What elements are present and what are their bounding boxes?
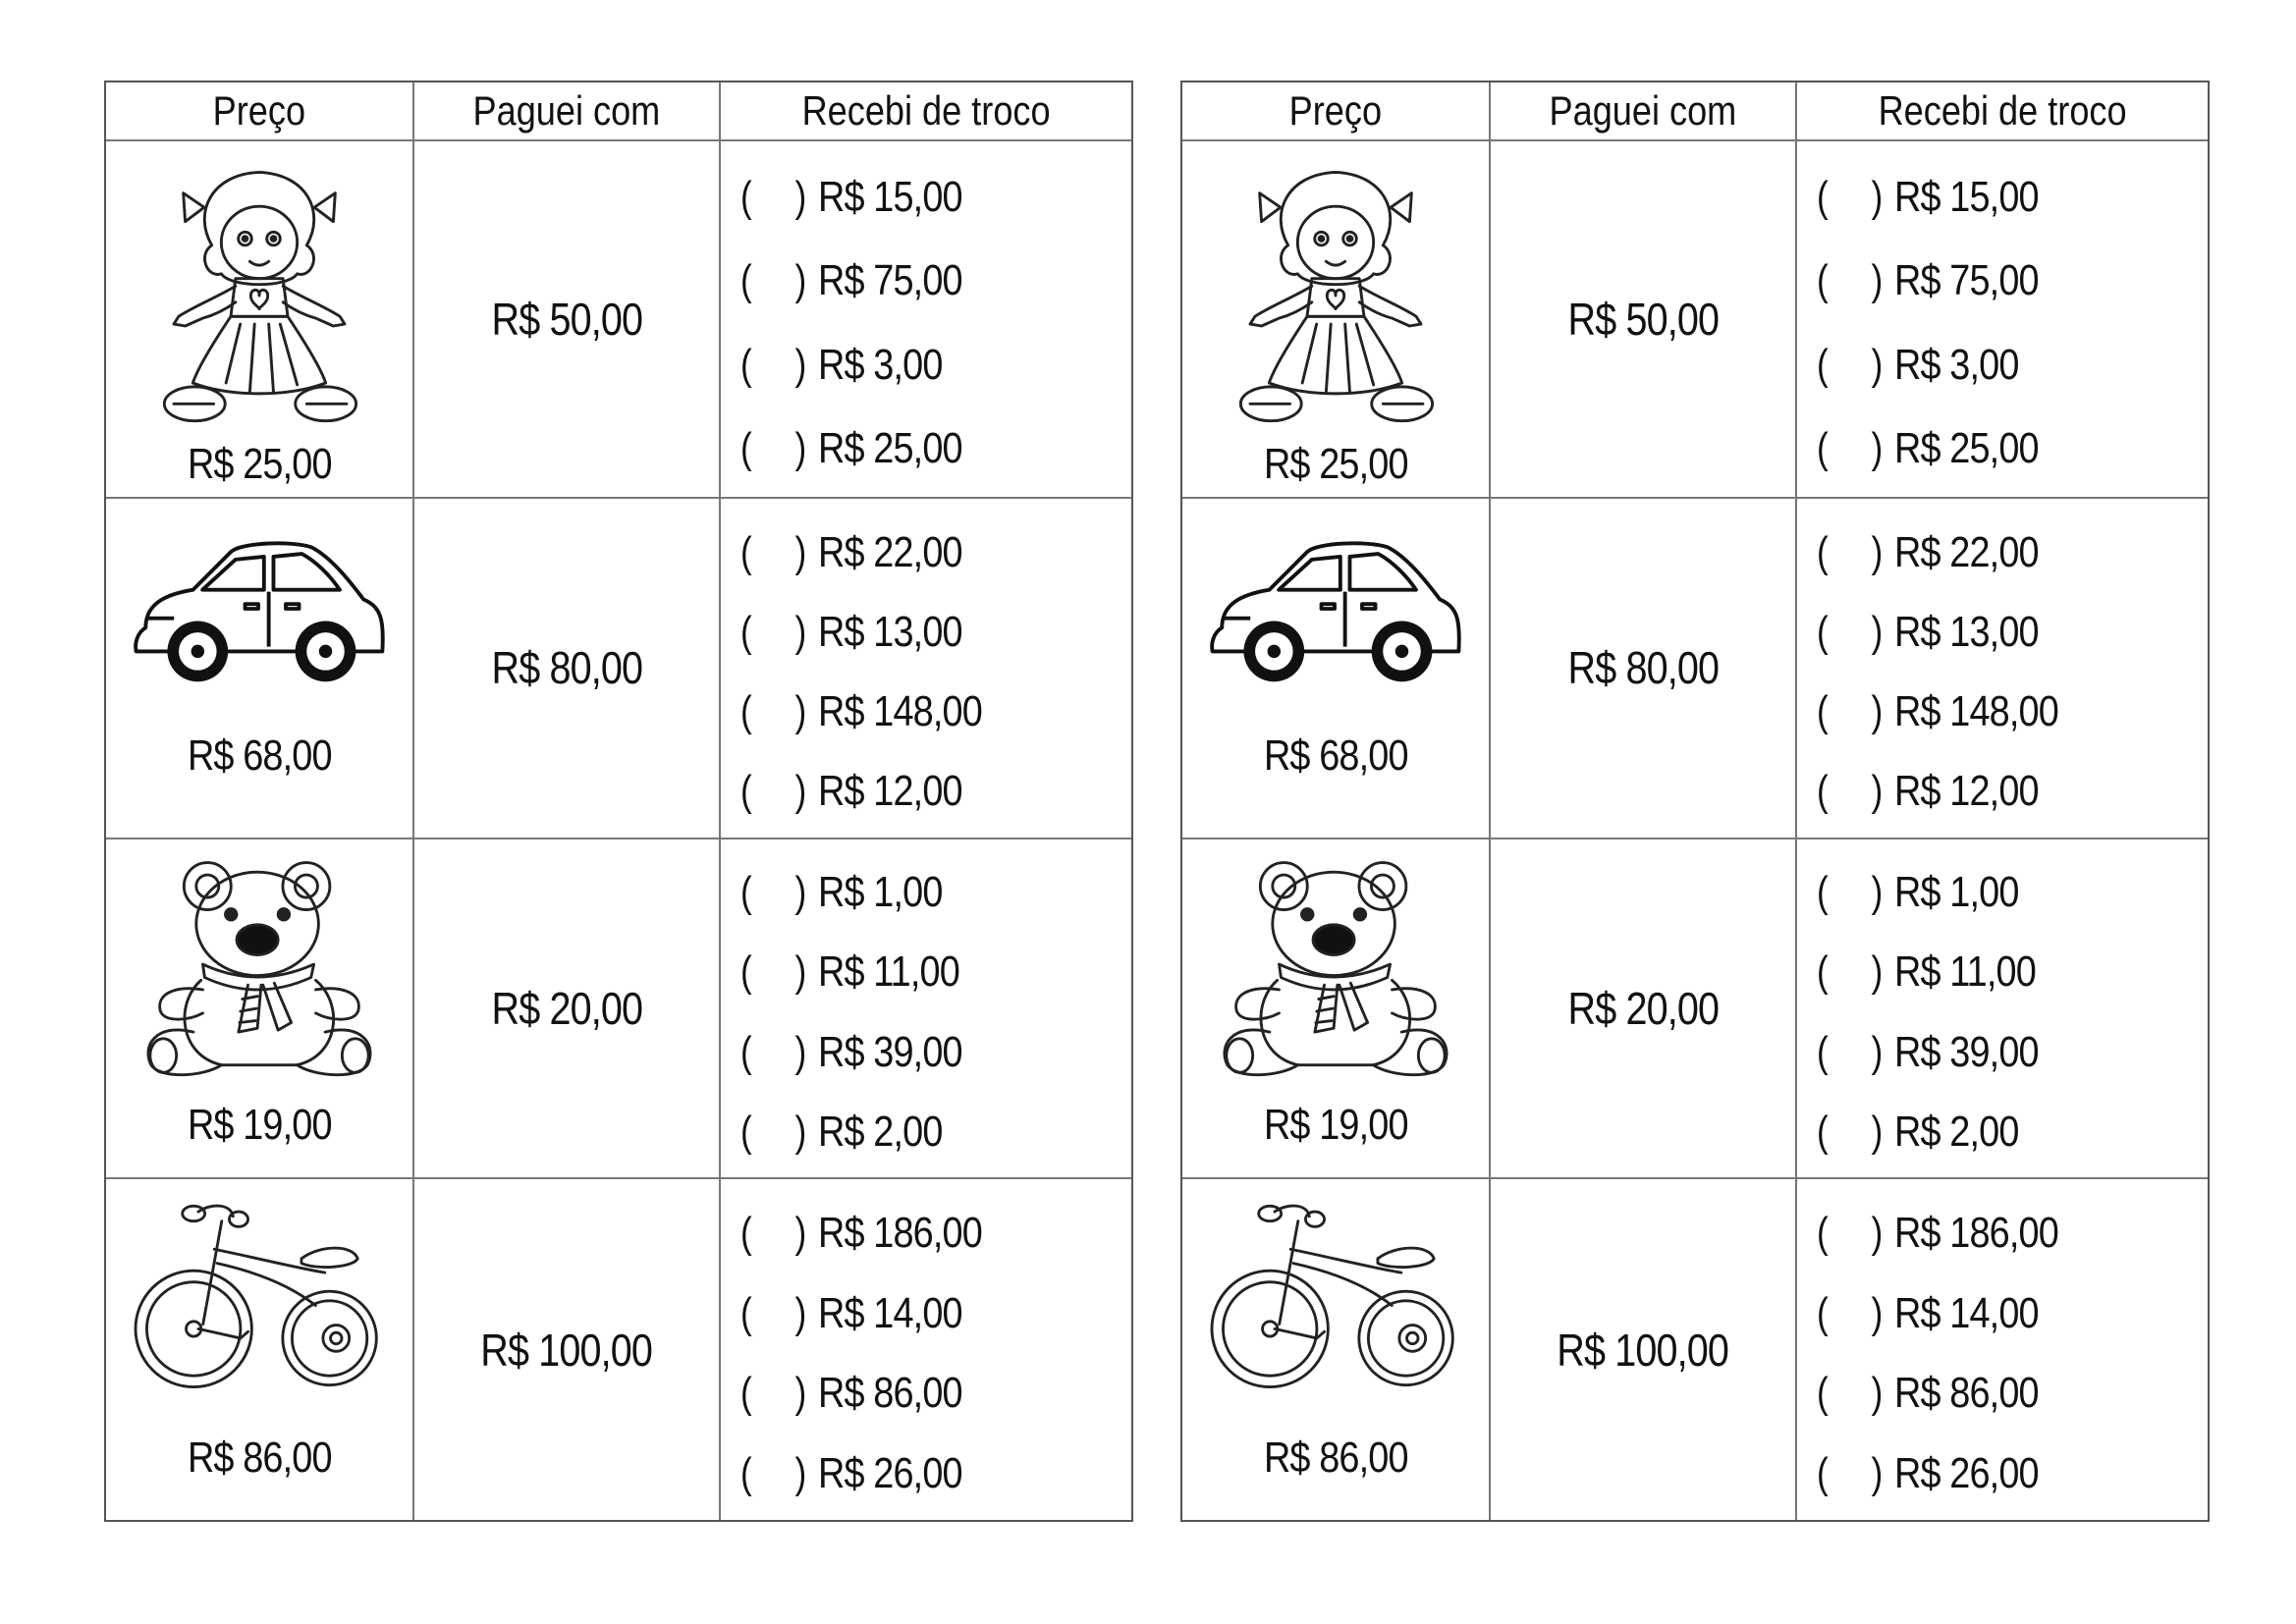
- change-option[interactable]: [735, 1018, 1131, 1087]
- change-option[interactable]: [1811, 938, 2208, 1006]
- option-value: R$ 12,00: [817, 767, 962, 816]
- price-label: R$ 86,00: [187, 1433, 332, 1482]
- change-option[interactable]: [1811, 1279, 2208, 1348]
- option-value: R$ 2,00: [817, 1107, 943, 1156]
- checkbox-open[interactable]: (: [740, 686, 752, 735]
- change-option[interactable]: [1811, 1098, 2208, 1166]
- change-option[interactable]: [735, 1359, 1131, 1428]
- checkbox-open[interactable]: (: [1817, 686, 1829, 735]
- checkbox-open[interactable]: (: [1817, 527, 1829, 576]
- checkbox-open[interactable]: (: [1817, 1288, 1829, 1337]
- checkbox-open[interactable]: (: [740, 1027, 752, 1076]
- header-change-label: Recebi de troco: [801, 87, 1051, 134]
- option-value: R$ 22,00: [817, 527, 962, 576]
- checkbox-close: ): [794, 340, 807, 389]
- change-option[interactable]: [735, 598, 1131, 667]
- change-option[interactable]: [1811, 1018, 2208, 1087]
- change-option[interactable]: [735, 938, 1131, 1006]
- checkbox-open[interactable]: (: [740, 607, 752, 656]
- checkbox-open[interactable]: (: [740, 424, 752, 473]
- change-option[interactable]: [735, 1279, 1131, 1348]
- paid-cell: [414, 1179, 721, 1520]
- checkbox-open[interactable]: (: [740, 172, 752, 221]
- change-option[interactable]: [1811, 163, 2208, 232]
- paid-label: R$ 80,00: [1567, 642, 1719, 694]
- checkbox-open[interactable]: (: [740, 1369, 752, 1418]
- checkbox-open[interactable]: (: [1817, 424, 1829, 473]
- checkbox-open[interactable]: (: [1817, 767, 1829, 816]
- teddy-bear-icon: [132, 853, 387, 1079]
- checkbox-close: ): [1871, 1288, 1884, 1337]
- checkbox-open[interactable]: (: [1817, 947, 1829, 997]
- change-option[interactable]: [735, 858, 1131, 927]
- checkbox-close: ): [1871, 1209, 1884, 1258]
- paid-label: R$ 20,00: [1567, 982, 1719, 1034]
- option-value: R$ 75,00: [817, 256, 962, 305]
- header-paid-label: Paguei com: [472, 87, 661, 134]
- checkbox-close: ): [794, 607, 807, 656]
- change-option[interactable]: [1811, 414, 2208, 483]
- checkbox-close: ): [1871, 424, 1884, 473]
- checkbox-close: ): [794, 767, 807, 816]
- option-value: R$ 13,00: [817, 607, 962, 656]
- checkbox-close: ): [1871, 1449, 1884, 1498]
- option-value: R$ 2,00: [1893, 1107, 2019, 1156]
- change-option[interactable]: [735, 1439, 1131, 1508]
- option-value: R$ 86,00: [1893, 1369, 2039, 1418]
- price-label: R$ 19,00: [187, 1101, 332, 1150]
- checkbox-open[interactable]: (: [1817, 868, 1829, 917]
- option-value: R$ 13,00: [1893, 607, 2039, 656]
- change-option[interactable]: [735, 331, 1131, 400]
- checkbox-close: ): [1871, 1027, 1884, 1076]
- tricycle-icon: [1203, 1193, 1468, 1399]
- option-value: R$ 12,00: [1893, 767, 2039, 816]
- paid-cell: [414, 499, 721, 839]
- header-price-label: Preço: [212, 87, 306, 134]
- price-cell-bear: [1182, 839, 1491, 1180]
- checkbox-close: ): [794, 172, 807, 221]
- header-paid: [414, 82, 721, 141]
- checkbox-close: ): [794, 424, 807, 473]
- checkbox-open[interactable]: (: [1817, 1449, 1829, 1498]
- option-value: R$ 25,00: [817, 424, 962, 473]
- header-paid-label: Paguei com: [1549, 87, 1737, 134]
- option-value: R$ 15,00: [1893, 172, 2039, 221]
- change-option[interactable]: [735, 677, 1131, 746]
- option-value: R$ 11,00: [817, 947, 959, 997]
- price-cell-doll: [106, 141, 414, 499]
- car-icon: [127, 520, 392, 697]
- price-label: R$ 86,00: [1263, 1433, 1408, 1482]
- checkbox-close: ): [794, 868, 807, 917]
- price-cell-tricycle: [106, 1179, 414, 1520]
- checkbox-open[interactable]: (: [740, 340, 752, 389]
- checkbox-close: ): [794, 1449, 807, 1498]
- change-option[interactable]: [1811, 757, 2208, 826]
- header-paid: [1491, 82, 1797, 141]
- checkbox-open[interactable]: (: [740, 527, 752, 576]
- checkbox-close: ): [1871, 947, 1884, 997]
- checkbox-close: ): [1871, 686, 1884, 735]
- option-value: R$ 15,00: [817, 172, 962, 221]
- change-option[interactable]: [735, 1098, 1131, 1166]
- checkbox-open[interactable]: (: [1817, 607, 1829, 656]
- price-cell-doll: [1182, 141, 1491, 499]
- teddy-bear-icon: [1208, 853, 1463, 1079]
- checkbox-close: ): [1871, 1107, 1884, 1156]
- paid-cell: [414, 141, 721, 499]
- option-value: R$ 75,00: [1893, 256, 2039, 305]
- checkbox-open[interactable]: (: [740, 1107, 752, 1156]
- checkbox-close: ): [794, 256, 807, 305]
- checkbox-open[interactable]: (: [1817, 172, 1829, 221]
- checkbox-close: ): [1871, 527, 1884, 576]
- price-label: R$ 19,00: [1263, 1101, 1408, 1150]
- header-change: [1797, 82, 2208, 141]
- option-value: R$ 86,00: [817, 1369, 962, 1418]
- header-price: [106, 82, 414, 141]
- paid-label: R$ 100,00: [480, 1324, 653, 1376]
- checkbox-open[interactable]: (: [740, 1288, 752, 1337]
- checkbox-close: ): [794, 1209, 807, 1258]
- header-price: [1182, 82, 1491, 141]
- doll-icon: [141, 155, 377, 440]
- change-option[interactable]: [1811, 1199, 2208, 1268]
- checkbox-open[interactable]: (: [1817, 256, 1829, 305]
- worksheet-right: [1180, 81, 2210, 1522]
- checkbox-close: ): [794, 947, 807, 997]
- change-option[interactable]: [735, 414, 1131, 483]
- change-option[interactable]: [735, 518, 1131, 587]
- paid-cell: [1491, 1179, 1797, 1520]
- change-options: [1797, 839, 2208, 1180]
- checkbox-close: ): [794, 1288, 807, 1337]
- change-option[interactable]: [1811, 518, 2208, 587]
- change-option[interactable]: [1811, 858, 2208, 927]
- tricycle-icon: [127, 1193, 392, 1399]
- change-option[interactable]: [735, 1199, 1131, 1268]
- checkbox-open[interactable]: (: [740, 1209, 752, 1258]
- price-label: R$ 68,00: [1263, 731, 1408, 780]
- option-value: R$ 22,00: [1893, 527, 2039, 576]
- price-label: R$ 25,00: [187, 440, 332, 488]
- option-value: R$ 25,00: [1893, 424, 2039, 473]
- change-option[interactable]: [735, 246, 1131, 315]
- price-label: R$ 25,00: [1263, 440, 1408, 488]
- option-value: R$ 26,00: [817, 1449, 962, 1498]
- change-option[interactable]: [1811, 246, 2208, 315]
- change-options: [1797, 141, 2208, 499]
- change-options: [721, 141, 1131, 499]
- paid-cell: [1491, 499, 1797, 839]
- change-options: [1797, 1179, 2208, 1520]
- checkbox-close: ): [794, 686, 807, 735]
- checkbox-open[interactable]: (: [740, 947, 752, 997]
- checkbox-open[interactable]: (: [1817, 1027, 1829, 1076]
- checkbox-close: ): [794, 1027, 807, 1076]
- change-option[interactable]: [1811, 1359, 2208, 1428]
- header-change-label: Recebi de troco: [1878, 87, 2127, 134]
- checkbox-close: ): [1871, 256, 1884, 305]
- checkbox-close: ): [1871, 172, 1884, 221]
- option-value: R$ 1,00: [1893, 868, 2019, 917]
- checkbox-close: ): [794, 527, 807, 576]
- option-value: R$ 11,00: [1893, 947, 2036, 997]
- change-options: [721, 499, 1131, 839]
- header-change: [721, 82, 1131, 141]
- option-value: R$ 26,00: [1893, 1449, 2039, 1498]
- change-option[interactable]: [1811, 1439, 2208, 1508]
- change-options: [721, 839, 1131, 1180]
- option-value: R$ 39,00: [1893, 1027, 2039, 1076]
- price-cell-bear: [106, 839, 414, 1180]
- change-options: [1797, 499, 2208, 839]
- paid-label: R$ 20,00: [491, 982, 642, 1034]
- checkbox-open[interactable]: (: [1817, 1107, 1829, 1156]
- paid-cell: [1491, 141, 1797, 499]
- checkbox-open[interactable]: (: [740, 767, 752, 816]
- checkbox-close: ): [1871, 1369, 1884, 1418]
- paid-label: R$ 80,00: [491, 642, 642, 694]
- change-options: [721, 1179, 1131, 1520]
- checkbox-close: ): [794, 1369, 807, 1418]
- checkbox-open[interactable]: (: [1817, 1209, 1829, 1258]
- option-value: R$ 3,00: [1893, 340, 2019, 389]
- option-value: R$ 3,00: [817, 340, 943, 389]
- option-value: R$ 148,00: [817, 686, 982, 735]
- checkbox-close: ): [1871, 868, 1884, 917]
- change-option[interactable]: [1811, 598, 2208, 667]
- price-label: R$ 68,00: [187, 731, 332, 780]
- paid-cell: [414, 839, 721, 1180]
- change-option[interactable]: [735, 757, 1131, 826]
- option-value: R$ 14,00: [817, 1288, 962, 1337]
- option-value: R$ 14,00: [1893, 1288, 2039, 1337]
- option-value: R$ 1,00: [817, 868, 943, 917]
- paid-label: R$ 50,00: [1567, 294, 1719, 345]
- option-value: R$ 39,00: [817, 1027, 962, 1076]
- checkbox-close: ): [1871, 767, 1884, 816]
- checkbox-open[interactable]: (: [1817, 340, 1829, 389]
- paid-label: R$ 100,00: [1557, 1324, 1729, 1376]
- checkbox-close: ): [794, 1107, 807, 1156]
- option-value: R$ 186,00: [1893, 1209, 2058, 1258]
- checkbox-open[interactable]: (: [740, 256, 752, 305]
- worksheet-left: [104, 81, 1133, 1522]
- checkbox-open[interactable]: (: [740, 1449, 752, 1498]
- car-icon: [1203, 520, 1468, 697]
- header-price-label: Preço: [1288, 87, 1383, 134]
- price-cell-tricycle: [1182, 1179, 1491, 1520]
- doll-icon: [1218, 155, 1453, 440]
- price-cell-car: [1182, 499, 1491, 839]
- change-option[interactable]: [735, 163, 1131, 232]
- paid-cell: [1491, 839, 1797, 1180]
- change-option[interactable]: [1811, 677, 2208, 746]
- option-value: R$ 148,00: [1893, 686, 2058, 735]
- checkbox-close: ): [1871, 340, 1884, 389]
- price-cell-car: [106, 499, 414, 839]
- change-option[interactable]: [1811, 331, 2208, 400]
- checkbox-open[interactable]: (: [740, 868, 752, 917]
- option-value: R$ 186,00: [817, 1209, 982, 1258]
- checkbox-close: ): [1871, 607, 1884, 656]
- checkbox-open[interactable]: (: [1817, 1369, 1829, 1418]
- paid-label: R$ 50,00: [491, 294, 642, 345]
